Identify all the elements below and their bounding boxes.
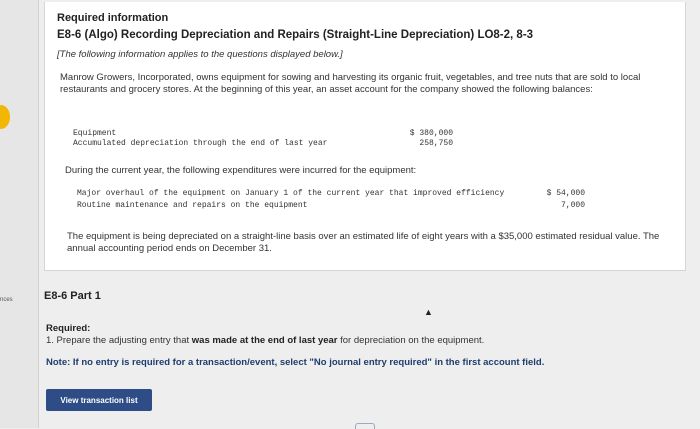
expenditure-value: 7,000 xyxy=(560,200,585,210)
balance-row xyxy=(73,139,453,149)
balance-value: 258,750 xyxy=(419,139,453,148)
mouse-cursor-icon: ▲ xyxy=(424,307,433,317)
balance-label: Accumulated depreciation through the end of last year xyxy=(73,139,328,148)
requirement-emphasis: was made at the end of last year xyxy=(191,335,338,346)
balance-label: Equipment xyxy=(73,129,117,138)
problem-title: E8-6 (Algo) Recording Depreciation and Repairs (Straight-Line Depreciation) LO8-2, 8-3 xyxy=(57,29,534,41)
requirement-prefix: 1. Prepare the adjusting entry that xyxy=(46,335,192,346)
rail-label: nces xyxy=(0,297,13,303)
expenditure-label: Major overhaul of the equipment on January 1 of the current year that improved efficiency xyxy=(77,189,505,198)
journal-entry-note: Note: If no entry is required for a transaction/event, select "No journal entry required" in the first account field. xyxy=(46,357,545,368)
part-title: E8-6 Part 1 xyxy=(44,290,101,302)
scroll-handle[interactable] xyxy=(355,423,375,429)
required-label: Required: xyxy=(46,323,91,334)
expenditures-intro: During the current year, the following expenditures were incurred for the equipment: xyxy=(65,165,417,176)
required-information-panel xyxy=(44,2,686,271)
expenditures-table xyxy=(77,189,585,210)
balances-table xyxy=(73,129,453,149)
required-info-heading: Required information xyxy=(57,12,169,24)
progress-marker[interactable] xyxy=(0,105,10,129)
left-navigation-rail xyxy=(0,0,39,428)
view-transaction-list-button[interactable]: View transaction list xyxy=(46,389,152,411)
balance-row xyxy=(73,129,453,139)
expenditure-value: $ 54,000 xyxy=(546,189,585,198)
expenditure-row xyxy=(77,189,585,199)
requirement-suffix: for depreciation on the equipment. xyxy=(337,335,485,346)
instructions-text: [The following information applies to the questions displayed below.] xyxy=(57,49,343,60)
expenditure-label: Routine maintenance and repairs on the equipment xyxy=(77,200,308,210)
depreciation-paragraph: The equipment is being depreciated on a straight-line basis over an estimated life of eight years with a $35,000 estimated residual value. The annual accounting period ends on December 31. xyxy=(67,231,660,254)
requirement-item xyxy=(46,335,484,346)
expenditure-row xyxy=(77,201,585,211)
balance-value: $ 380,000 xyxy=(409,129,453,138)
intro-paragraph: Manrow Growers, Incorporated, owns equipment for sowing and harvesting its organic fruit, vegetables, and tree nuts that are sold to local restaurants and grocery stores. At the beginning of this year, an asset account for the company showed the following balances: xyxy=(60,72,641,95)
